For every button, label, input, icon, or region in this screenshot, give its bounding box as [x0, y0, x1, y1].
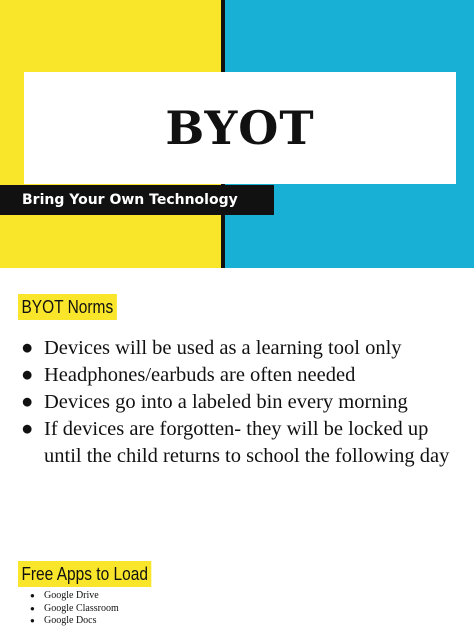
subtitle-bar [0, 185, 274, 215]
bullet-icon: ● [30, 616, 35, 625]
title-box [24, 72, 456, 184]
app-item [30, 590, 119, 603]
page-title: BYOT [165, 101, 315, 155]
app-name: Google Docs [44, 615, 97, 626]
bullet-icon: ● [21, 391, 34, 413]
norm-text: Headphones/earbuds are often needed [44, 364, 356, 386]
hero-banner [0, 0, 474, 268]
bullet-icon: ● [21, 364, 34, 386]
norm-text: Devices go into a labeled bin every morning [44, 391, 408, 413]
bullet-icon: ● [21, 337, 34, 359]
app-name: Google Classroom [44, 602, 119, 614]
bullet-icon: ● [30, 591, 35, 600]
apps-heading: Free Apps to Load [18, 561, 151, 587]
norm-item [20, 335, 460, 362]
app-item [30, 603, 119, 616]
page-subtitle: Bring Your Own Technology [22, 192, 238, 208]
norm-item [20, 389, 460, 416]
bullet-icon: ● [30, 603, 35, 613]
bullet-icon: ● [21, 418, 34, 440]
norms-list [20, 335, 460, 470]
norm-text: If devices are forgotten- they will be locked up until the child returns to school the following day [44, 418, 450, 467]
app-name: Google Drive [44, 590, 99, 601]
apps-list [30, 590, 119, 628]
app-item [30, 615, 119, 628]
norm-text: Devices will be used as a learning tool only [44, 337, 402, 359]
norm-item [20, 362, 460, 389]
norms-heading: BYOT Norms [18, 294, 117, 320]
norm-item [20, 416, 460, 470]
